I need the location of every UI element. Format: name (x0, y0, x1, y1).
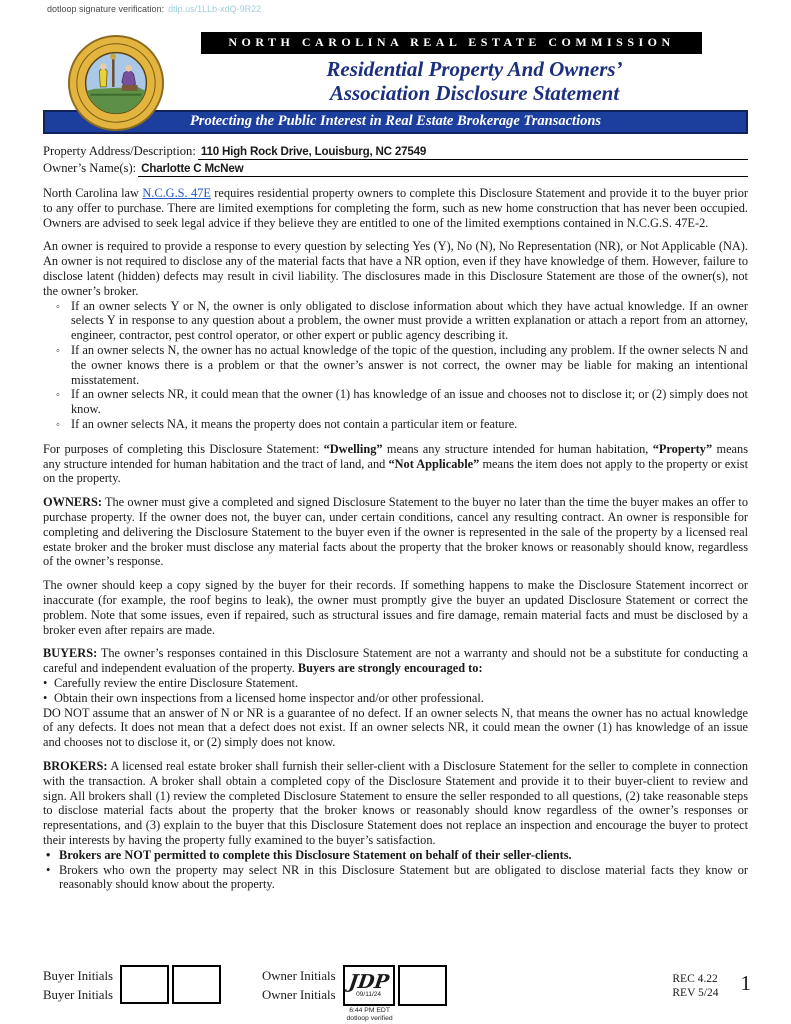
statute-link[interactable]: N.C.G.S. 47E (142, 186, 211, 201)
page-footer (43, 967, 751, 1022)
buyer-initials-box-2[interactable] (172, 965, 221, 1004)
owner-initials-labels: Owner Initials Owner Initials (262, 969, 336, 1002)
list-item: • Obtain their own inspections from a licensed home inspector and/or other professional. (43, 690, 484, 705)
document-body (43, 186, 748, 892)
document-title-line1: Residential Property And Owners’ (326, 57, 623, 81)
signature-date: 09/11/24 (356, 991, 381, 998)
document-title (201, 58, 748, 105)
owner-signature-wrap (343, 965, 395, 1022)
owner-name-value[interactable]: Charlotte C McNew (138, 161, 748, 177)
owner-initials-signature: JDP (347, 971, 391, 993)
hollow-bullet-icon: ◦ (56, 345, 60, 357)
buyers-paragraph-block (43, 646, 748, 750)
property-address-label: Property Address/Description: (43, 144, 196, 159)
list-item: ◦ If an owner selects N, the owner has no actual knowledge of the topic of the question, including any problem. If the owner selects N and the owner knows there is a problem or that the owner’s answer is not correct, the owner may be liable for making an intentional misstatement. (56, 343, 748, 387)
brokers-paragraph: BROKERS: A licensed real estate broker shall furnish their seller-client with a Disclosure Statement for the seller to complete in connection with the transaction. A broker shall obtain a completed copy of the Disclosure Statement and provide it to their buyer-client to review and sign. All brokers shall (1) review the completed Disclosure Statement to ensure the seller responded to all questions, (2) take reasonable steps to disclose material facts about the property that the broker knows or reasonably should know regardless of the owner’s responses or representations, and (3) explain to the buyer that this Disclosure Statement does not replace an inspection and encourage the buyer to protect their interests by having the property fully examined to the buyer’s satisfaction. (43, 758, 748, 847)
solid-bullet-icon: • (46, 847, 51, 862)
property-address-row (43, 143, 748, 160)
copy-paragraph: The owner should keep a copy signed by the buyer for their records. If something happens to make the Disclosure Statement incorrect or inaccurate (for example, the roof begins to leak), the owner must promptly give the buyer an updated Disclosure Statement or correct the problem. Note that some issues, even if repaired, such as structural issues and fire damage, remain material facts and must be disclosed by a broker even after repairs are made. (43, 578, 748, 637)
list-item: • Brokers who own the property may select NR in this Disclosure Statement but are obligated to disclose material facts they know or reasonably should know about the property. (46, 862, 748, 892)
owners-paragraph: OWNERS: The owner must give a completed and signed Disclosure Statement to the buyer no later than the time the buyer makes an offer to purchase property. If the owner does not, the buyer can, under certain conditions, cancel any resulting contract. An owner is responsible for completing and delivering the Disclosure Statement to the buyer even if the owner is represented in the sale of the property by a licensed real estate broker and the broker must disclose any material facts about the property that the broker knows or reasonably should know, regardless of the owner’s response. (43, 495, 748, 569)
document-header (43, 32, 748, 134)
owner-initials-box-signed[interactable] (343, 965, 395, 1006)
owner-initials-box-2[interactable] (398, 965, 447, 1006)
response-paragraph-block (43, 239, 748, 432)
buyers-paragraph: BUYERS: The owner’s responses contained in this Disclosure Statement are not a warranty and should not be a substitute for conducting a careful and independent evaluation of the property. Buyers are strongly encouraged to: (43, 646, 748, 676)
hollow-bullet-icon: ◦ (56, 418, 60, 431)
buyer-initials-box-1[interactable] (120, 965, 169, 1004)
solid-bullet-icon: • (46, 862, 51, 877)
document-title-line2: Association Disclosure Statement (329, 80, 620, 105)
commission-name-bar: NORTH CAROLINA REAL ESTATE COMMISSION (201, 32, 702, 54)
owner-name-row (43, 160, 748, 177)
list-item: ◦ If an owner selects Y or N, the owner is only obligated to disclose information about which they have actual knowledge. If an owner selects Y in response to any question about a problem, the owner must provide a written explanation or attach a report from an attorney, engineer, contractor, pest control operator, or other expert or public agency describing it. (56, 298, 748, 343)
list-item: ◦ If an owner selects NA, it means the property does not contain a particular item or feature. (56, 416, 518, 431)
property-fields (43, 143, 748, 177)
verification-link[interactable]: dtlp.us/1LLb-xdQ-9R22 (168, 4, 262, 14)
list-item: • Carefully review the entire Disclosure Statement. (43, 675, 299, 690)
form-revision: REC 4.22 REV 5/24 (672, 973, 719, 999)
header-banner: Protecting the Public Interest in Real Estate Brokerage Transactions (43, 110, 748, 134)
hollow-bullet-icon: ◦ (56, 300, 60, 313)
solid-bullet-icon: • (43, 690, 48, 705)
list-item: ◦ If an owner selects NR, it could mean that the owner (1) has knowledge of an issue and chooses not to disclose it; or (2) simply does not know. (56, 387, 748, 417)
hollow-bullet-icon: ◦ (56, 389, 60, 402)
nc-commission-seal-icon (65, 34, 167, 132)
signature-verification-stamp: 6:44 PM EDT dotloop verified (346, 1007, 393, 1022)
dotloop-verification-line (47, 4, 261, 14)
definitions-paragraph: For purposes of completing this Disclosure Statement: “Dwelling” means any structure intended for human habitation, “Property” means any structure intended for human habitation and the tract of land, and “Not Applicable” means the item does not apply to the property or exist on the property. (43, 441, 749, 486)
solid-bullet-icon: • (43, 675, 48, 690)
owner-name-label: Owner’s Name(s): (43, 161, 137, 176)
page-number: 1 (740, 971, 751, 995)
verification-label: dotloop signature verification: (47, 4, 165, 14)
do-not-paragraph: DO NOT assume that an answer of N or NR is a guarantee of no defect. If an owner selects N, that means the owner has no actual knowledge of any defects. It does not mean that a defect does not exist. If an owner selects NR, it could mean the owner (1) has knowledge of an issue and chooses not to disclose it, or (2) simply does not know. (43, 705, 748, 750)
brokers-paragraph-block (43, 759, 748, 892)
list-item: • Brokers are NOT permitted to complete this Disclosure Statement on behalf of their seller-clients. (46, 847, 572, 862)
law-paragraph: North Carolina law N.C.G.S. 47E requires residential property owners to complete this Disclosure Statement and provide it to the buyer prior to any offer to purchase. There are limited exemptions for completing the form, such as new home construction that has never been occupied. Owners are advised to seek legal advice if they believe they are entitled to one of the limited exemptions contained in N.C.G.S. 47E-2. (43, 186, 748, 230)
footer-right (672, 967, 751, 1000)
property-address-value[interactable]: 110 High Rock Drive, Louisburg, NC 27549 (198, 144, 748, 160)
buyer-initials-boxes (120, 965, 224, 1004)
buyer-initials-labels: Buyer Initials Buyer Initials (43, 969, 114, 1002)
owner-initials-boxes (398, 965, 450, 1006)
response-paragraph: An owner is required to provide a response to every question by selecting Yes (Y), No (N), No Representation (NR), or Not Applicable (NA). An owner is not required to disclose any of the material facts that have a NR option, even if they have knowledge of them. However, failure to disclose latent (hidden) defects may result in civil liability. The disclosures made in this Disclosure Statement are those of the owner(s), not the owner’s broker. (43, 239, 748, 298)
